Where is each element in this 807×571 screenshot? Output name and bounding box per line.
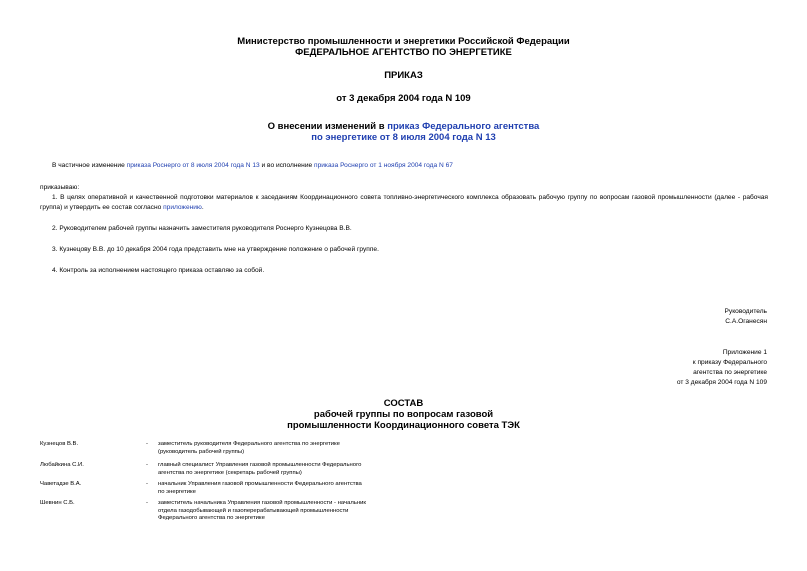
subject-link-order-date[interactable]: по энергетике от 8 июля 2004 года N 13 (311, 132, 496, 143)
composition-subtitle-1: рабочей группы по вопросам газовой (313, 409, 494, 420)
intro-paragraph (52, 161, 780, 171)
item-1-text: 1. В целях оперативной и качественной подготовки материалов к заседаниям Координационного совета топливно-энергетического комплекса образовать рабочую группу по вопросам газовой промышленности (далее - рабочая группа) и утвердить ее состав согласно (40, 194, 768, 211)
member-position: начальник Управления газовой промышленности Федерального агентства по энергетике (158, 481, 362, 495)
item-4-paragraph: 4. Контроль за исполнением настоящего приказа оставляю за собой. (52, 267, 265, 274)
document-subject-line2 (0, 132, 807, 143)
item-1-paragraph (40, 193, 768, 212)
appendix-line-1: Приложение 1 (722, 349, 767, 356)
appendix-link[interactable]: приложению (163, 203, 202, 211)
intro-text-1: В частичное изменение (52, 162, 127, 169)
item-1-end: . (201, 203, 204, 211)
signature-title: Руководитель (724, 308, 767, 315)
member-position: главный специалист Управления газовой промышленности Федерального агентства по энергетике (секретарь рабочей группы) (158, 462, 362, 476)
intro-link-order-13[interactable]: приказа Роснерго от 8 июля 2004 года N 13 (126, 162, 260, 169)
ministry-name: Министерство промышленности и энергетики Российской Федерации (237, 36, 570, 47)
member-position: заместитель руководителя Федерального агентства по энергетике (руководитель рабочей группы) (158, 441, 340, 455)
composition-title: СОСТАВ (383, 398, 424, 409)
composition-subtitle-2: промышленности Координационного совета ТЭК (287, 420, 520, 431)
intro-text-2: и во исполнение (259, 162, 314, 169)
document-type: ПРИКАЗ (384, 70, 423, 81)
member-dash: - (146, 500, 148, 506)
signature-name: С.А.Оганесян (725, 318, 767, 325)
subject-link-order[interactable]: приказ Федерального агентства (387, 121, 540, 132)
item-3-paragraph: 3. Кузнецову В.В. до 10 декабря 2004 года представить мне на утверждение положение о рабочей группе. (52, 246, 379, 253)
document-date: от 3 декабря 2004 года N 109 (336, 93, 471, 104)
appendix-line-2: к приказу Федерального (692, 359, 767, 366)
document-subject (0, 121, 807, 132)
subject-prefix: О внесении изменений в (267, 121, 388, 132)
agency-name: ФЕДЕРАЛЬНОЕ АГЕНТСТВО ПО ЭНЕРГЕТИКЕ (295, 47, 512, 58)
appendix-line-3: агентства по энергетике (693, 369, 767, 376)
intro-link-order-67[interactable]: приказа Роснерго от 1 ноября 2004 года N 67 (314, 162, 453, 169)
member-position: заместитель начальника Управления газовой промышленности - начальник отдела газодобывающей и газоперерабатывающей промышленности Федерального агентства по энергетике (158, 500, 366, 522)
member-name: Любайкина С.И. (40, 462, 84, 468)
member-dash: - (146, 441, 148, 447)
member-dash: - (146, 462, 148, 468)
member-dash: - (146, 481, 148, 487)
item-2-paragraph: 2. Руководителем рабочей группы назначить заместителя руководителя Роснерго Кузнецова В.В. (52, 225, 352, 232)
member-name: Чаветадзе В.А. (40, 481, 82, 487)
member-name: Кузнецов В.В. (40, 441, 79, 447)
order-word: приказываю: (40, 184, 80, 191)
appendix-line-4: от 3 декабря 2004 года N 109 (676, 379, 767, 386)
member-name: Шевнин С.Б. (40, 500, 75, 506)
